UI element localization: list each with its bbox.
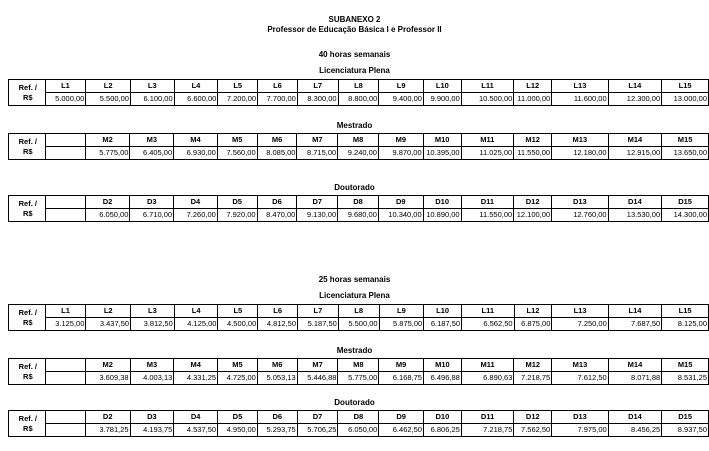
- ref-label-line2: R$: [23, 146, 33, 156]
- salary-value-cell: 10.395,00: [423, 147, 461, 160]
- ref-label-line2: R$: [23, 92, 33, 102]
- level-cell: M4: [174, 359, 218, 372]
- level-row: [9, 305, 709, 318]
- level-cell: L3: [130, 80, 174, 93]
- level-cell: D13: [552, 411, 608, 424]
- level-cell: M6: [257, 134, 297, 147]
- salary-value-cell: 8.300,00: [297, 93, 338, 106]
- level-cell: M4: [174, 134, 218, 147]
- salary-value-cell: 5.500,00: [338, 318, 379, 331]
- salary-value-cell: 5.446,88: [297, 372, 338, 385]
- level-cell: D3: [130, 196, 174, 209]
- salary-value-cell: 8.937,50: [662, 424, 709, 437]
- level-cell: M6: [257, 359, 297, 372]
- ref-label: [9, 305, 46, 331]
- level-cell: D11: [461, 196, 514, 209]
- level-cell: M8: [338, 134, 379, 147]
- level-cell: D7: [297, 411, 338, 424]
- salary-table-doutorado-25h: [8, 410, 709, 437]
- level-cell: D8: [338, 411, 379, 424]
- salary-value-cell: 7.975,00: [552, 424, 608, 437]
- salary-value-cell: 9.240,00: [338, 147, 379, 160]
- salary-value-cell: 6.050,00: [85, 209, 130, 222]
- level-cell: M7: [297, 359, 338, 372]
- salary-value-cell: 11.550,00: [461, 209, 514, 222]
- level-cell: D12: [514, 411, 552, 424]
- ref-label: [9, 196, 46, 222]
- level-cell: D13: [552, 196, 608, 209]
- salary-value-cell: 10.500,00: [461, 93, 514, 106]
- salary-value-cell: 12.760,00: [552, 209, 608, 222]
- salary-value-cell: 4.725,00: [218, 372, 258, 385]
- level-cell: L8: [338, 305, 379, 318]
- level-cell: L1: [45, 305, 86, 318]
- salary-value-cell: 7.218,75: [514, 372, 552, 385]
- salary-table-licenciatura-40h: [8, 79, 709, 106]
- level-cell: D15: [662, 411, 709, 424]
- salary-value-cell: 6.806,25: [423, 424, 461, 437]
- salary-value-cell: 6.600,00: [174, 93, 218, 106]
- salary-value-cell: 7.700,00: [258, 93, 298, 106]
- salary-table-doutorado-40h: [8, 195, 709, 222]
- level-cell: D6: [257, 411, 297, 424]
- level-cell: L7: [298, 305, 339, 318]
- level-cell: M12: [514, 359, 552, 372]
- salary-value-cell: 7.260,00: [174, 209, 218, 222]
- level-cell: D3: [130, 411, 174, 424]
- document-subtitle: Professor de Educação Básica I e Professor II: [267, 25, 442, 34]
- salary-value-cell: 7.612,50: [552, 372, 608, 385]
- ref-label: [9, 359, 46, 385]
- salary-value-cell: 5.187,50: [298, 318, 339, 331]
- level-cell: L10: [423, 80, 461, 93]
- level-cell: D8: [338, 196, 379, 209]
- ref-label: [9, 411, 46, 437]
- table-title-licenciatura-40h: Licenciatura Plena: [319, 66, 390, 75]
- table-title-mestrado-40h: Mestrado: [336, 121, 373, 130]
- section-title-25h: 25 horas semanais: [318, 275, 391, 284]
- table-title-doutorado-25h: Doutorado: [334, 398, 375, 407]
- salary-value-cell: 5.293,75: [257, 424, 297, 437]
- level-cell: M3: [130, 134, 174, 147]
- level-cell: M10: [423, 359, 461, 372]
- salary-value-cell: 6.562,50: [462, 318, 514, 331]
- salary-value-cell: 6.187,50: [424, 318, 462, 331]
- salary-value-cell: 6.168,75: [379, 372, 424, 385]
- level-cell: D14: [608, 411, 662, 424]
- level-cell: L5: [218, 80, 258, 93]
- level-cell: D14: [608, 196, 662, 209]
- level-cell: L2: [86, 80, 131, 93]
- salary-value-cell: 8.085,00: [257, 147, 297, 160]
- level-cell: D2: [85, 196, 130, 209]
- salary-table-licenciatura-25h: [8, 304, 709, 331]
- salary-value-cell: 4.331,25: [174, 372, 218, 385]
- value-row: [9, 372, 709, 385]
- level-cell: M8: [338, 359, 379, 372]
- level-cell: M10: [423, 134, 461, 147]
- level-cell: L4: [174, 305, 218, 318]
- level-cell: L12: [514, 305, 552, 318]
- salary-value-cell: 9.680,00: [338, 209, 379, 222]
- level-cell: M9: [379, 359, 424, 372]
- level-cell: M5: [217, 134, 257, 147]
- level-cell: D4: [174, 196, 218, 209]
- salary-value-cell: [45, 147, 85, 160]
- level-cell: M14: [608, 134, 662, 147]
- salary-table-mestrado-25h: [8, 358, 709, 385]
- salary-value-cell: 4.003,13: [130, 372, 174, 385]
- table-title-licenciatura-25h: Licenciatura Plena: [319, 291, 390, 300]
- ref-label-line1: Ref. /: [18, 82, 37, 92]
- salary-value-cell: 14.300,00: [662, 209, 709, 222]
- salary-value-cell: 3.437,50: [86, 318, 131, 331]
- level-cell: L13: [552, 305, 608, 318]
- level-cell: D9: [379, 411, 424, 424]
- salary-value-cell: 11.000,00: [514, 93, 552, 106]
- salary-value-cell: 10.890,00: [423, 209, 461, 222]
- salary-value-cell: 11.600,00: [552, 93, 608, 106]
- ref-label-line1: Ref. /: [18, 413, 37, 423]
- salary-value-cell: 13.530,00: [608, 209, 662, 222]
- level-cell: D7: [297, 196, 338, 209]
- level-cell: L13: [552, 80, 608, 93]
- level-cell: M3: [130, 359, 174, 372]
- salary-value-cell: 3.781,25: [85, 424, 130, 437]
- level-cell: L1: [45, 80, 86, 93]
- level-row: [9, 359, 709, 372]
- level-cell: L14: [608, 305, 661, 318]
- salary-value-cell: 6.875,00: [514, 318, 552, 331]
- salary-value-cell: 6.100,00: [130, 93, 174, 106]
- salary-value-cell: 12.915,00: [608, 147, 662, 160]
- salary-value-cell: [45, 372, 85, 385]
- level-cell: L15: [662, 80, 709, 93]
- ref-label: [9, 80, 46, 106]
- salary-value-cell: 9.870,00: [378, 147, 423, 160]
- level-cell: M9: [378, 134, 423, 147]
- salary-value-cell: 5.775,00: [338, 372, 379, 385]
- salary-value-cell: 5.000,00: [45, 93, 86, 106]
- level-cell: M13: [552, 134, 609, 147]
- level-cell: D10: [423, 196, 461, 209]
- level-cell: D2: [85, 411, 130, 424]
- level-cell: D5: [217, 196, 257, 209]
- salary-value-cell: 3.609,38: [85, 372, 130, 385]
- document-title: SUBANEXO 2: [328, 15, 381, 24]
- salary-value-cell: 4.812,50: [258, 318, 298, 331]
- ref-label-line1: Ref. /: [18, 198, 37, 208]
- level-cell: L4: [174, 80, 218, 93]
- level-cell: L3: [131, 305, 175, 318]
- level-cell: M14: [608, 359, 662, 372]
- ref-label-line2: R$: [23, 317, 33, 327]
- level-cell: L6: [258, 80, 298, 93]
- section-title-40h: 40 horas semanais: [318, 50, 391, 59]
- level-cell: [45, 359, 85, 372]
- level-cell: D9: [378, 196, 423, 209]
- level-cell: L6: [258, 305, 298, 318]
- salary-value-cell: 10.340,00: [378, 209, 423, 222]
- salary-value-cell: 4.125,00: [174, 318, 218, 331]
- level-cell: [45, 411, 85, 424]
- level-cell: M2: [85, 134, 130, 147]
- salary-value-cell: 6.405,00: [130, 147, 174, 160]
- level-cell: M5: [218, 359, 258, 372]
- salary-value-cell: 7.250,00: [552, 318, 608, 331]
- salary-value-cell: 5.053,13: [257, 372, 297, 385]
- table-title-doutorado-40h: Doutorado: [334, 183, 375, 192]
- level-cell: D15: [662, 196, 709, 209]
- value-row: [9, 147, 709, 160]
- salary-value-cell: 6.890,63: [461, 372, 514, 385]
- salary-value-cell: [45, 424, 85, 437]
- ref-label-line1: Ref. /: [18, 361, 37, 371]
- ref-label-line2: R$: [23, 371, 33, 381]
- level-row: [9, 411, 709, 424]
- level-cell: L8: [338, 80, 379, 93]
- level-cell: [45, 196, 85, 209]
- salary-value-cell: 5.775,00: [85, 147, 130, 160]
- level-cell: L10: [424, 305, 462, 318]
- salary-value-cell: 4.950,00: [218, 424, 258, 437]
- salary-value-cell: 8.456,25: [608, 424, 662, 437]
- salary-value-cell: 6.496,88: [423, 372, 461, 385]
- salary-value-cell: 5.706,25: [297, 424, 338, 437]
- level-cell: M15: [662, 134, 709, 147]
- salary-value-cell: 7.218,75: [461, 424, 514, 437]
- level-cell: M7: [297, 134, 338, 147]
- salary-value-cell: 6.930,00: [174, 147, 218, 160]
- level-cell: D11: [461, 411, 514, 424]
- level-cell: L7: [297, 80, 338, 93]
- level-cell: L9: [379, 80, 424, 93]
- salary-value-cell: 7.560,00: [217, 147, 257, 160]
- salary-value-cell: 7.562,50: [514, 424, 552, 437]
- level-cell: L11: [462, 305, 514, 318]
- level-cell: D5: [218, 411, 258, 424]
- value-row: [9, 318, 709, 331]
- level-cell: M13: [552, 359, 608, 372]
- value-row: [9, 209, 709, 222]
- level-cell: L15: [662, 305, 709, 318]
- level-row: [9, 196, 709, 209]
- ref-label-line2: R$: [23, 423, 33, 433]
- salary-value-cell: 6.462,50: [379, 424, 424, 437]
- salary-value-cell: 11.025,00: [461, 147, 514, 160]
- salary-value-cell: 13.000,00: [662, 93, 709, 106]
- level-cell: L9: [379, 305, 424, 318]
- table-title-mestrado-25h: Mestrado: [336, 346, 373, 355]
- salary-value-cell: 5.875,00: [379, 318, 424, 331]
- value-row: [9, 93, 709, 106]
- salary-value-cell: 9.900,00: [423, 93, 461, 106]
- level-cell: L11: [461, 80, 514, 93]
- ref-label-line1: Ref. /: [18, 136, 37, 146]
- level-cell: D12: [514, 196, 552, 209]
- ref-label: [9, 134, 46, 160]
- salary-value-cell: 8.125,00: [662, 318, 709, 331]
- salary-value-cell: 12.180,00: [552, 147, 609, 160]
- value-row: [9, 424, 709, 437]
- salary-value-cell: 12.300,00: [608, 93, 662, 106]
- level-cell: M2: [85, 359, 130, 372]
- salary-value-cell: 4.193,75: [130, 424, 174, 437]
- level-cell: M11: [461, 134, 514, 147]
- salary-value-cell: 9.130,00: [297, 209, 338, 222]
- salary-value-cell: 11.550,00: [514, 147, 552, 160]
- salary-value-cell: 7.687,50: [608, 318, 661, 331]
- salary-value-cell: 5.500,00: [86, 93, 131, 106]
- salary-value-cell: 8.800,00: [338, 93, 379, 106]
- level-cell: L14: [608, 80, 662, 93]
- salary-value-cell: 12.100,00: [514, 209, 552, 222]
- level-row: [9, 134, 709, 147]
- salary-value-cell: 7.200,00: [218, 93, 258, 106]
- salary-value-cell: 3.125,00: [45, 318, 86, 331]
- salary-table-mestrado-40h: [8, 133, 709, 160]
- salary-value-cell: 9.400,00: [379, 93, 424, 106]
- salary-value-cell: 13.650,00: [662, 147, 709, 160]
- level-cell: M11: [461, 359, 514, 372]
- level-cell: [45, 134, 85, 147]
- salary-value-cell: 3.812,50: [131, 318, 175, 331]
- salary-value-cell: 4.537,50: [174, 424, 218, 437]
- salary-value-cell: [45, 209, 85, 222]
- level-row: [9, 80, 709, 93]
- ref-label-line1: Ref. /: [18, 307, 37, 317]
- salary-value-cell: 8.470,00: [257, 209, 297, 222]
- level-cell: M12: [514, 134, 552, 147]
- salary-value-cell: 8.071,88: [608, 372, 662, 385]
- salary-value-cell: 6.050,00: [338, 424, 379, 437]
- level-cell: D6: [257, 196, 297, 209]
- level-cell: D4: [174, 411, 218, 424]
- salary-value-cell: 8.531,25: [662, 372, 709, 385]
- level-cell: D10: [423, 411, 461, 424]
- salary-value-cell: 6.710,00: [130, 209, 174, 222]
- level-cell: L2: [86, 305, 131, 318]
- salary-value-cell: 4.500,00: [218, 318, 258, 331]
- level-cell: L12: [514, 80, 552, 93]
- level-cell: L5: [218, 305, 258, 318]
- level-cell: M15: [662, 359, 709, 372]
- ref-label-line2: R$: [23, 208, 33, 218]
- salary-value-cell: 8.715,00: [297, 147, 338, 160]
- salary-value-cell: 7.920,00: [217, 209, 257, 222]
